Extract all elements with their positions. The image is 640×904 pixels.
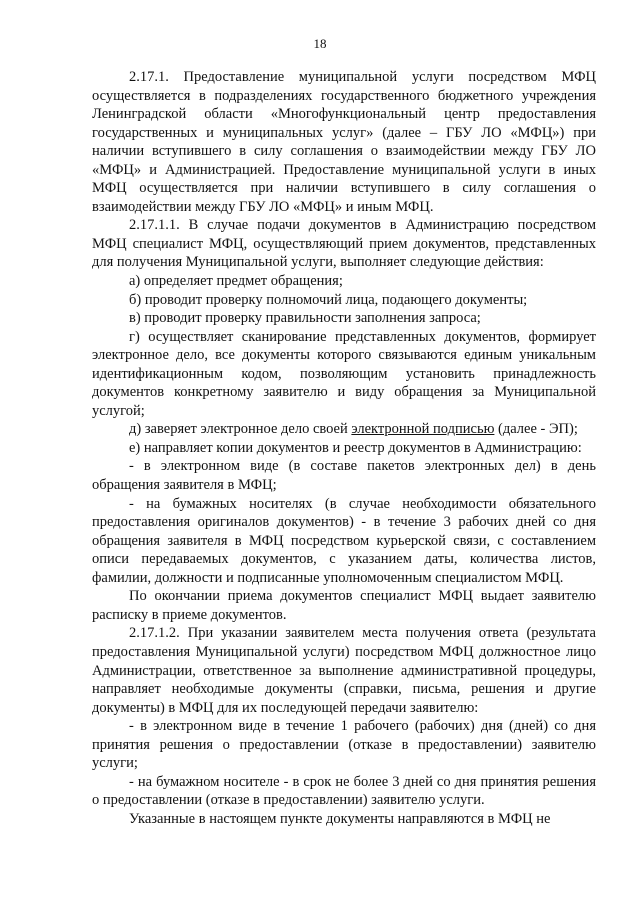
text-segment: г) осуществляет сканирование представленных документов, формирует электронное дело, все документы которого связываются единым уникальным идентификационным кодом, позволяющим установить принадлежность документов конкретному заявителю и виду обращения за Муниципальной услугой; [92, 328, 596, 419]
paragraph [92, 272, 596, 291]
paragraph [92, 495, 596, 588]
text-segment: б) проводит проверку полномочий лица, подающего документы; [129, 291, 528, 308]
text-segment: По окончании приема документов специалист МФЦ выдает заявителю расписку в приеме документов. [92, 588, 596, 623]
text-segment: а) определяет предмет обращения; [129, 273, 343, 290]
text-segment: Указанные в настоящем пункте документы направляются в МФЦ не [129, 810, 551, 827]
text-segment: в) проводит проверку правильности заполнения запроса; [129, 310, 481, 327]
paragraph [92, 420, 596, 439]
text-segment: - на бумажных носителях (в случае необходимости обязательного предоставления оригиналов документов) - в течение 3 рабочих дней со дня обращения заявителя в МФЦ посредством курьерской связи, с составлением описи передаваемых документов, с указанием даты, количества листов, фамилии, должности и подписанные уполномоченным специалистом МФЦ. [92, 495, 596, 586]
paragraph [92, 309, 596, 328]
text-segment: (далее - ЭП); [494, 421, 578, 438]
paragraph [92, 291, 596, 310]
paragraph [92, 457, 596, 494]
paragraph [92, 810, 596, 829]
paragraph [92, 216, 596, 272]
paragraph [92, 328, 596, 421]
text-segment: д) заверяет электронное дело своей [129, 421, 352, 438]
text-segment: - в электронном виде (в составе пакетов электронных дел) в день обращения заявителя в МФЦ; [92, 458, 596, 494]
text-segment: 2.17.1.2. При указании заявителем места получения ответа (результата предоставления Муниципальной услуги) посредством МФЦ должностное лицо Администрации, ответственное за выполнение административной процедуры, направляет необходимые документы (справки, письма, решения и другие документы) в МФЦ для их последующей передачи заявителю: [92, 625, 596, 716]
text-segment: - на бумажном носителе - в срок не более 3 дней со дня принятия решения о предоставлении (отказе в предоставлении) заявителю услуги. [92, 773, 596, 809]
text-segment: - в электронном виде в течение 1 рабочего (рабочих) дня (дней) со дня принятия решения о предоставлении (отказе в предоставлении) заявителю услуги; [92, 718, 596, 772]
paragraph [92, 439, 596, 458]
page-number: 18 [313, 36, 327, 51]
underlined-term: электронной подписью [351, 421, 495, 438]
text-segment: 2.17.1. Предоставление муниципальной услуги посредством МФЦ осуществляется в подразделениях государственного бюджетного учреждения Ленинградской области «Многофункциональный центр предоставления государственных и муниципальных услуг» (далее – ГБУ ЛО «МФЦ») при наличии вступившего в силу соглашения о взаимодействии между ГБУ ЛО «МФЦ» и Администрацией. Предоставление муниципальной услуги в иных МФЦ осуществляется при наличии вступившего в силу соглашения о взаимодействии между ГБУ ЛО «МФЦ» и иным МФЦ. [92, 69, 596, 215]
document-body [92, 68, 596, 828]
paragraph [92, 773, 596, 810]
paragraph [92, 717, 596, 773]
paragraph [92, 68, 596, 216]
text-segment: 2.17.1.1. В случае подачи документов в Администрацию посредством МФЦ специалист МФЦ, осуществляющий прием документов, представленных для получения Муниципальной услуги, выполняет следующие действия: [92, 217, 596, 271]
paragraph [92, 624, 596, 717]
paragraph [92, 587, 596, 624]
text-segment: е) направляет копии документов и реестр документов в Администрацию: [129, 439, 582, 456]
